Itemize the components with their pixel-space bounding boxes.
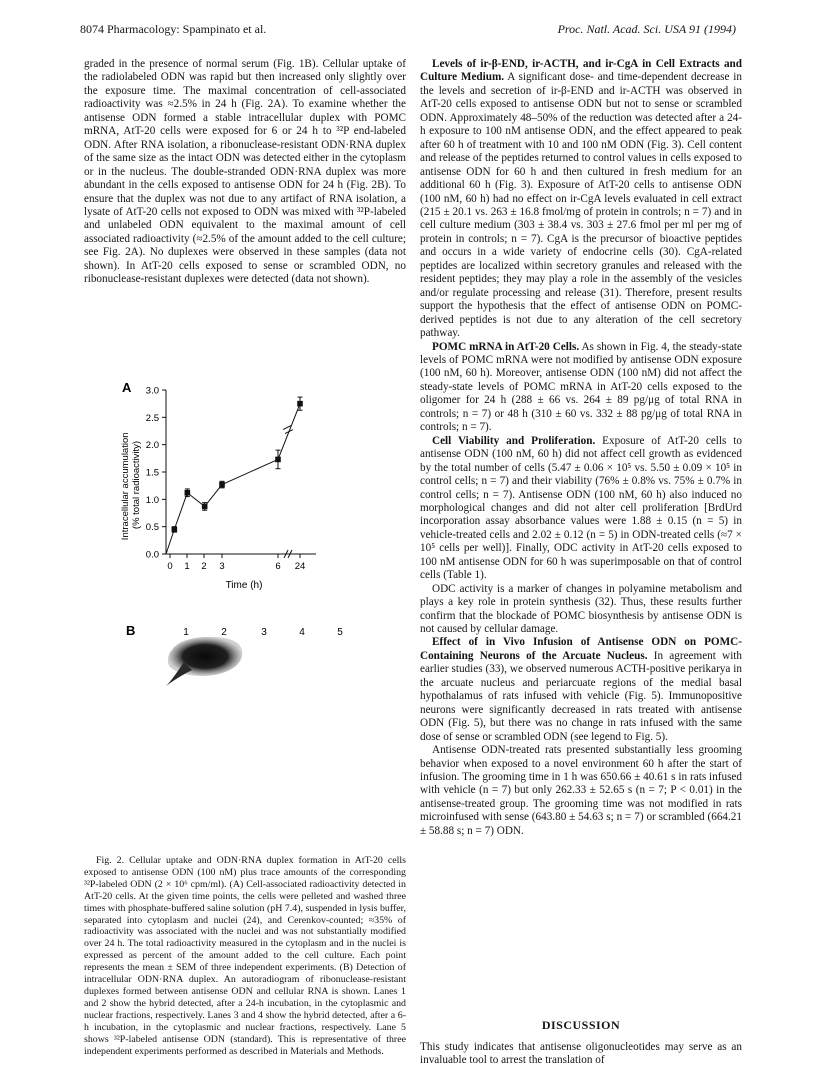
x-tick-label: 1 (184, 561, 190, 572)
data-point (172, 527, 178, 533)
caption-text: Fig. 2. Cellular uptake and ODN·RNA duplex formation in AtT-20 cells exposed to antisense ODN (100 nM) plus trace amounts of the corresponding ³²P-labeled ODN (2 × 10⁶ cpm/ml). (A) Cell-associated radioactivity detected in AtT-20 cells. At the given time points, the cells were pelleted and washed three times with phosphate-buffered saline solution (pH 7.4), suspended in lysis buffer, separated into cytoplasm and nuclei (24), and Cerenkov-counted; ≈35% of radioactivity was associated with the nuclei and was not substantially modified over 24 h. The total radioactivity measured in the cytoplasm and in the nuclei is expressed as percent of the amount added to the cell culture. Each point represents the mean ± SEM of three independent experiments. (B) Detection of intracellular ODN·RNA duplex. An autoradiogram of ribonuclease-resistant duplexes formed between antisense ODN and cellular RNA is shown. Lanes 1 and 2 show the hybrid detected, after a 24-h incubation, in the cytoplasmic and nuclear fractions, respectively. Lanes 3 and 4 show the hybrid detected, after a 6-h incubation, in the cytoplasmic and nuclear fractions, respectively. Lane 5 shows ³²P-labeled antisense ODN (standard). This is representative of three independent experiments performed as described in Materials and Methods. (84, 855, 406, 1057)
lane-label: 1 (183, 627, 189, 638)
chart-axes (166, 390, 316, 558)
x-tick-label: 0 (167, 561, 173, 572)
section-pomc-mrna (420, 341, 742, 435)
section-body-ir-levels: A significant dose- and time-dependent decrease in the levels and secretion of ir-β-END and ir-ACTH was observed in AtT-20 cells exposed to antisense ODN but not to sense or scrambled ODN. Approximately 48–50% of the reduction was detected after a 24-h exposure to 100 nM antisense ODN, and the effect appeared to peak after 60 h of treatment with 10 and 100 nM ODN (Fig. 3). Cell content and release of the peptides returned to control values in cells exposed to antisense ODN for 60 h and then cultured in fresh medium for an additional 60 h (Fig. 3). Exposure of AtT-20 cells to antisense ODN (100 nM, 60 h) had no effect on ir-CgA levels evaluated in cell extract (215 ± 20.1 vs. 263 ± 16.8 fmol/mg of protein in controls; n = 7) and in cell culture medium (303 ± 38.4 vs. 303 ± 27.6 fmol per ml per mg of protein in controls; n = 7). CgA is the precursor of bioactive peptides and occurs in a wide variety of endocrine cells (30). CgA-related peptides are localized within secretory granules and released with the resident peptides; they may play a role in the assembly of the vesicles and/or regulate processing and release (31). Therefore, present results support the hypothesis that the effect of antisense ODN on POMC-derived peptides is not due to any alteration of the cell secretory pathway. (420, 71, 742, 340)
panel-b-label: B (126, 623, 136, 638)
x-axis-label: Time (h) (225, 580, 263, 591)
y-axis-label (120, 430, 142, 540)
paragraph-odc: ODC activity is a marker of changes in polyamine metabolism and plays a key role in protein synthesis (32). Thus, these results further confirm that the blockade of POMC biosynthesis by antisense ODN is not caused by cellular damage. (420, 582, 742, 636)
y-tick-label: 1.5 (145, 467, 159, 479)
section-heading-ir-levels: Levels of ir-β-END, ir-ACTH, and ir-CgA in Cell Extracts and Culture Medium. (420, 58, 742, 84)
y-tick-label: 1.0 (145, 494, 159, 506)
data-point (219, 482, 225, 488)
panel-a-label: A (122, 380, 132, 395)
section-ir-levels (420, 58, 742, 341)
lane-labels (183, 627, 343, 638)
section-body-viability: Exposure of AtT-20 cells to antisense ODN (100 nM, 60 h) did not affect cell growth as evidenced by the total number of cells (5.47 ± 0.06 × 10⁵ vs. 5.50 ± 0.09 × 10⁵ in control cells; n = 7) and their viability (76% ± 0.8% vs. 75% ± 0.7% in control cells; n = 7). Antisense ODN (100 nM, 60 h) also induced no morphological changes and did not alter cell proliferation [BrdUrd incorporation assay absorbance values were 1.88 ± 0.15 (n = 5) in vehicle-treated cells and 2.02 ± 0.12 (n = 5) in ODN-treated cells (≈7 × 10⁵ cells per well)]. Finally, ODC activity in AtT-20 cells exposed to 100 nM antisense ODN for 60 h was superimposable on that of control cells (Table 1). (420, 434, 742, 582)
y-tick-label: 0.0 (145, 549, 159, 561)
running-header-right: Proc. Natl. Acad. Sci. USA 91 (1994) (557, 22, 736, 36)
y-tick-label: 3.0 (145, 385, 159, 397)
left-paragraph: graded in the presence of normal serum (Fig. 1B). Cellular uptake of the radiolabeled ODN was rapid but then increased only slightly over the exposure time. The maximal concentration of cell-associated radioactivity was ≈2.5% in 24 h (Fig. 2A). To examine whether the antisense ODN formed a stable intracellular duplex with POMC mRNA, AtT-20 cells were exposed for 6 or 24 h to ³²P end-labeled ODN. After RNA isolation, a ribonuclease-resistant ODN·RNA duplex of the same size as the intact ODN was detected either in the cytoplasm or in the nucleus. The double-stranded ODN·RNA duplex was more abundant in the cells exposed to antisense ODN for 24 h (Fig. 2B). To ensure that the duplex was not due to any artifact of RNA isolation, a lysate of AtT-20 cells not exposed to ODN was mixed with ³²P-labeled and unlabeled ODN equivalent to the maximal amount of cell associated radioactivity (≈2.5% of the amount added to the cell culture; see Fig. 2A). No duplexes were observed in these samples (data not shown). In AtT-20 cells exposed to sense or scrambled ODN, no ribonuclease-resistant duplexes were detected (data not shown). (84, 58, 406, 286)
chart-series (166, 397, 303, 554)
paragraph-grooming: Antisense ODN-treated rats presented substantially less grooming behavior when exposed to a novel environment 60 h after the start of infusion. The grooming time in 1 h was 650.66 ± 40.61 s in rats infused with vehicle (n = 7) but only 262.33 ± 52.65 s (n = 7; P < 0.01) in the antisense-treated group. The grooming time was not modified in rats microinfused with sense (643.80 ± 54.63 s; n = 7) or scrambled (664.21 ± 58.88 s; n = 7) ODN. (420, 744, 742, 837)
lane-label: 3 (261, 627, 267, 638)
series-line (166, 459, 278, 554)
section-heading-in-vivo: Effect of in Vivo Infusion of Antisense ODN on POMC-Containing Neurons of the Arcuate Nucleus. (420, 636, 742, 662)
data-point (185, 490, 191, 496)
y-tick-label: 0.5 (145, 522, 159, 534)
discussion-text: This study indicates that antisense oligonucleotides may serve as an invaluable tool to arrest the translation of (420, 1041, 742, 1067)
data-point (297, 401, 303, 407)
x-tick-label: 24 (294, 561, 306, 572)
right-column (420, 58, 742, 838)
x-tick-label: 2 (201, 561, 207, 572)
section-viability (420, 435, 742, 583)
discussion-heading: DISCUSSION (541, 1018, 621, 1032)
running-header-left: 8074 Pharmacology: Spampinato et al. (80, 22, 267, 36)
line-break-mark (285, 430, 293, 434)
y-axis-label-line2: (% total radioactivity) (131, 440, 142, 530)
figure-caption (84, 855, 406, 1057)
section-heading-pomc-mrna: POMC mRNA in AtT-20 Cells. (432, 340, 580, 353)
left-column (84, 58, 406, 287)
section-body-pomc-mrna: As shown in Fig. 4, the steady-state levels of POMC mRNA were not modified by antisense ODN exposure (100 nM, 60 h). Moreover, antisense ODN (100 nM) did not affect the steady-state levels of POMC mRNA in AtT-20 cells exposed to the oligomer for 24 h (288 ± 66 vs. 264 ± 89 pg/μg of total RNA in controls; n = 7) or 48 h (310 ± 60 vs. 332 ± 88 pg/μg of total RNA in controls; n = 7). (420, 340, 743, 434)
section-body-in-vivo: In agreement with earlier studies (33), we observed numerous ACTH-positive perikarya in the arcuate nucleus and periarcuate regions of the medial basal hypothalamus of rats infused with vehicle (Fig. 5). Immunopositive neurons were significantly decreased in rats treated with antisense ODN (Fig. 5), but there was no change in rats infused with the same dose of sense or scrambled ODN (see legend to Fig. 5). (420, 649, 743, 743)
lane-label: 4 (299, 627, 305, 638)
figure-2-graphic (84, 380, 406, 690)
y-tick-label: 2.5 (145, 412, 159, 424)
x-tick-label: 6 (275, 561, 281, 572)
section-heading-viability: Cell Viability and Proliferation. (432, 434, 596, 447)
figure-2 (84, 380, 406, 690)
section-in-vivo (420, 636, 742, 744)
y-tick-label: 2.0 (145, 440, 159, 452)
lane-label: 5 (337, 627, 343, 638)
y-axis-label-line1: Intracellular accumulation (120, 432, 131, 541)
lane-label: 2 (221, 627, 227, 638)
x-tick-label: 3 (219, 561, 225, 572)
data-point (202, 504, 208, 510)
data-point (275, 457, 281, 463)
